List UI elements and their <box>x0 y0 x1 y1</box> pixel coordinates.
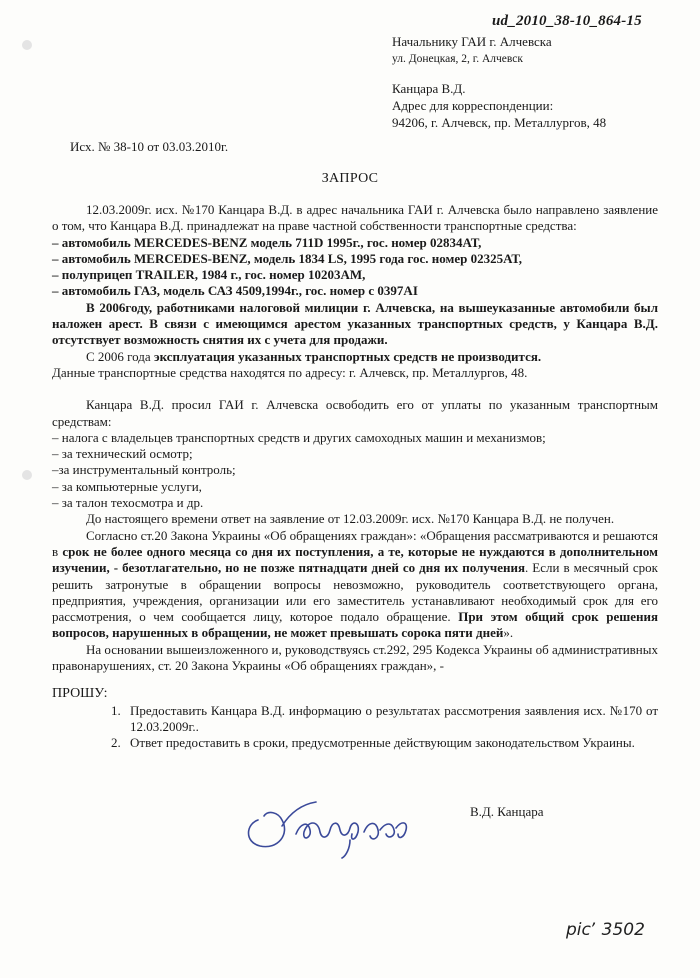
exemption-item: – за технический осмотр; <box>52 446 193 462</box>
law-text: ». <box>503 625 514 641</box>
signer-name: В.Д. Канцара <box>470 804 544 819</box>
vehicle-item: – автомобиль MERCEDES-BENZ модель 711D 1995г., гос. номер 02834АТ, <box>52 234 482 250</box>
location-paragraph: Данные транспортные средства находятся по адресу: г. Алчевск, пр. Металлургов, 48. <box>52 364 528 380</box>
document-title: ЗАПРОС <box>321 171 379 186</box>
sender-name: Канцара В.Д. <box>392 81 466 96</box>
exemption-item: – налога с владельцев транспортных средств и других самоходных машин и механизмов; <box>52 429 546 445</box>
exemption-item: – за талон техосмотра и др. <box>52 495 204 511</box>
sender-address-label: Адрес для корреспонденции: <box>392 98 554 113</box>
exemption-item: – за компьютерные услуги, <box>52 478 202 494</box>
vehicle-item: – полуприцеп TRAILER, 1984 г., гос. номер 10203АМ, <box>52 267 366 283</box>
letter-body <box>52 202 658 752</box>
punch-hole <box>22 470 32 480</box>
ask-heading: ПРОШУ: <box>52 686 108 702</box>
exploitation-prefix: С 2006 года <box>86 348 154 364</box>
law-text: Согласно ст.20 Закона Украины «Об обращениях граждан»: «Обращения рассматриваются и решаются в <box>52 527 658 559</box>
outgoing-reference: Исх. № 38-10 от 03.03.2010г. <box>70 139 229 154</box>
law-total-term-bold: При этом общий срок решения вопросов, нарушенных в обращении, не может превышать сорока пяти дней <box>52 609 658 641</box>
ask-item: 2. Ответ предоставить в сроки, предусмотренные действующим законодательством Украины. <box>124 735 658 751</box>
exemption-item: –за инструментальный контроль; <box>52 462 236 478</box>
ask-list <box>52 703 658 752</box>
recipient-address: ул. Донецкая, 2, г. Алчевск <box>392 53 523 65</box>
basis-paragraph: На основании вышеизложенного и, руководствуясь ст.292, 295 Кодекса Украины об административных правонарушениях, ст. 20 Закона Украины «Об обращениях граждан», - <box>52 641 658 674</box>
handwritten-signature <box>238 790 428 860</box>
vehicle-item: – автомобиль MERCEDES-BENZ, модель 1834 LS, 1995 года гос. номер 02325АТ, <box>52 250 522 266</box>
exploitation-statement: эксплуатация указанных транспортных средств не производится. <box>153 348 542 364</box>
recipient-line: Начальнику ГАИ г. Алчевска <box>392 34 552 49</box>
document-reference-code: ud_2010_38-10_864-15 <box>492 13 642 29</box>
punch-hole <box>22 40 32 50</box>
exploitation-paragraph <box>52 349 658 365</box>
sender-address: 94206, г. Алчевск, пр. Металлургов, 48 <box>392 115 607 130</box>
law-citation-paragraph <box>52 528 658 642</box>
arrest-paragraph: В 2006году, работниками налоговой милиции г. Алчевска, на вышеуказанные автомобили был наложен арест. В связи с имеющимся арестом указанных транспортных средств, у Канцара В.Д. отсутствует возможность снятия их с учета для продажи. <box>52 299 658 348</box>
intro-paragraph: 12.03.2009г. исх. №170 Канцара В.Д. в адрес начальника ГАИ г. Алчевска было направлено заявление о том, что Канцара В.Д. принадлежат на праве частной собственности транспортные средства: <box>52 202 658 234</box>
request-intro-paragraph: Канцара В.Д. просил ГАИ г. Алчевска освободить его от уплаты по указанным транспортным средствам: <box>52 397 658 429</box>
vehicle-item: – автомобиль ГАЗ, модель САЗ 4509,1994г., гос. номер с 0397АІ <box>52 283 418 299</box>
law-text: . Если в месячный срок решить затронутые в обращении вопросы невозможно, руководитель соответствующего органа, предприятия, учреждения, организации или его заместитель устанавливают необходимый срок для его рассмотрения, о чем сообщается лицу, которое подало обращение. <box>52 560 658 625</box>
ask-item: 1. Предоставить Канцара В.Д. информацию о результатах рассмотрения заявления исх. №170 от 12.03.2009г.. <box>124 703 658 736</box>
no-answer-paragraph: До настоящего времени ответ на заявление от 12.03.2009г. исх. №170 Канцара В.Д. не получен. <box>86 511 615 527</box>
handwritten-note: рісʼ 3502 <box>566 920 645 940</box>
law-deadline-bold: срок не более одного месяца со дня их поступления, а те, которые не нуждаются в дополнительном изучении, - безотлагательно, но не позже пятнадцати дней со дня их получения <box>52 543 658 576</box>
